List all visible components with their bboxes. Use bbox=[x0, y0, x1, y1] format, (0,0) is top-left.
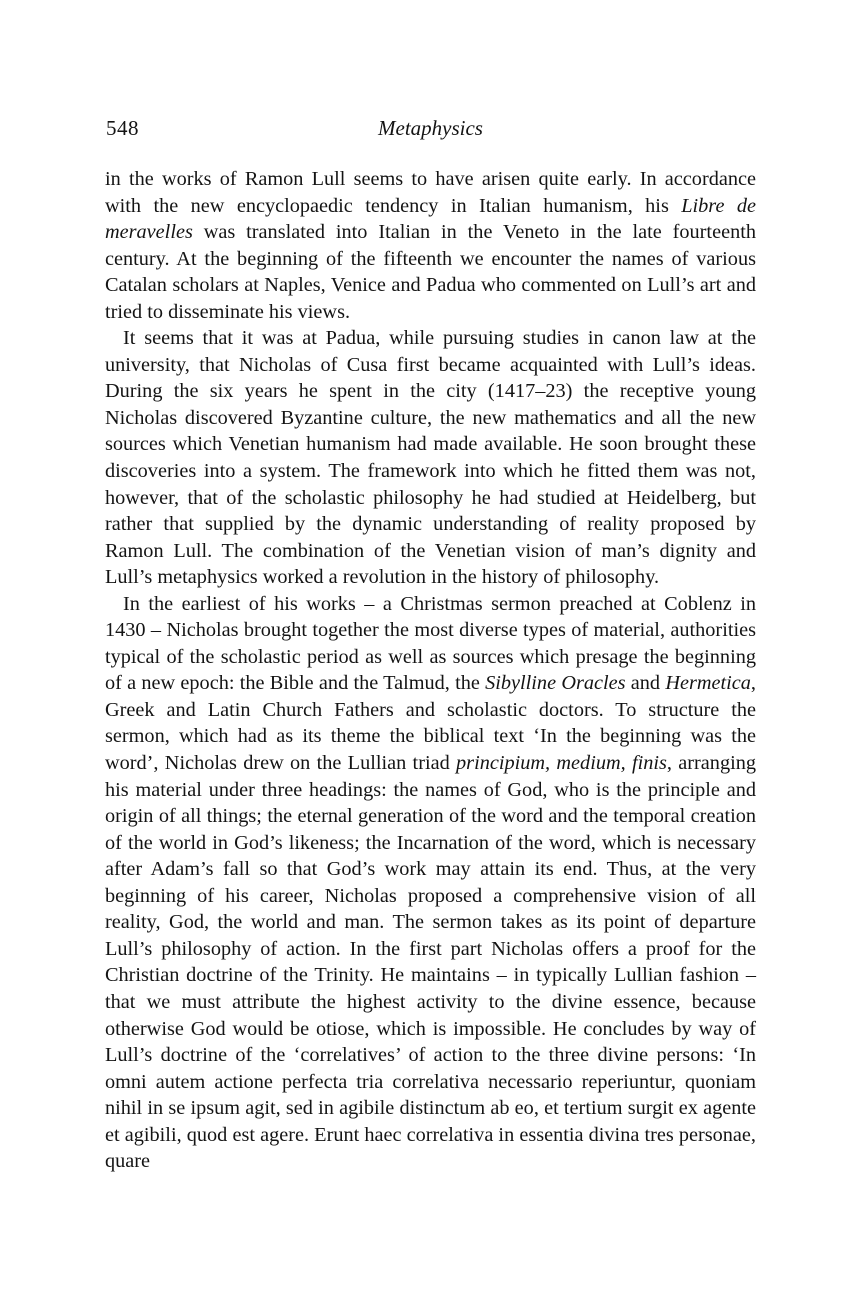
paragraph bbox=[105, 591, 756, 1175]
text-run: It seems that it was at Padua, while pursuing studies in canon law at the university, that Nicholas of Cusa first became acquainted with Lull’s ideas. During the six years he spent in the city (1417–23) the receptive young Nicholas discovered Byzantine culture, the new mathematics and all the new sources which Venetian humanism had made available. He soon brought these discoveries into a system. The framework into which he fitted them was not, however, that of the scholastic philosophy he had studied at Heidelberg, but rather that supplied by the dynamic understanding of reality proposed by Ramon Lull. The combination of the Venetian vision of man’s dignity and Lull’s metaphysics worked a revolution in the history of philosophy. bbox=[105, 327, 756, 589]
text-run: , Greek and Latin Church Fathers and scholastic doctors. To structure the sermon, which had as its theme the biblical text ‘In the beginning was the word’, Nicholas drew on the Lullian triad bbox=[105, 672, 756, 775]
text-run: , arranging his material under three headings: the names of God, who is the principle and origin of all things; the eternal generation of the word and the temporal creation of the world in God’s likeness; the Incarnation of the word, which is necessary after Adam’s fall so that God’s work may attain its end. Thus, at the very beginning of his career, Nicholas proposed a comprehensive vision of all reality, God, the world and man. The sermon takes as its point of departure Lull’s philosophy of action. In the first part Nicholas offers a proof for the Christian doctrine of the Trinity. He maintains – in typically Lullian fashion – that we must attribute the highest activity to the divine essence, because otherwise God would be otiose, which is impossible. He concludes by way of Lull’s doctrine of the ‘correlatives’ of action to the three divine persons: ‘In omni autem actione perfecta tria correlativa necessario reperiuntur, quoniam nihil in se ipsum agit, sed in agibile distinctum ab eo, et tertium surgit ex agente et agibili, quod est agere. Erunt haec correlativa in essentia divina tres personae, quare bbox=[105, 752, 756, 1173]
italic-text: Sibylline Oracles bbox=[485, 672, 626, 695]
text-run: In the earliest of his works – a Christmas sermon preached at Coblenz in 1430 – Nicholas brought together the most diverse types of material, authorities typical of the scholastic period as well as sources which presage the beginning of a new epoch: the Bible and the Talmud, the bbox=[105, 592, 756, 695]
running-head: Metaphysics bbox=[378, 116, 483, 140]
body-text bbox=[105, 166, 756, 1175]
italic-text: principium, medium, finis bbox=[456, 752, 667, 775]
page-header bbox=[0, 116, 861, 144]
text-run: and bbox=[625, 672, 666, 695]
text-run: was translated into Italian in the Veneto in the late fourteenth century. At the beginning of the fifteenth we encounter the names of various Catalan scholars at Naples, Venice and Padua who commented on Lull’s art and tried to disseminate his views. bbox=[105, 221, 756, 323]
page-number: 548 bbox=[106, 116, 139, 140]
italic-text: Libre de meravelles bbox=[105, 194, 756, 244]
paragraph bbox=[105, 166, 756, 325]
italic-text: Hermetica bbox=[665, 672, 751, 695]
paragraph bbox=[105, 325, 756, 590]
text-run: in the works of Ramon Lull seems to have arisen quite early. In accordance with the new encyclopaedic tendency in Italian humanism, his bbox=[105, 168, 756, 217]
